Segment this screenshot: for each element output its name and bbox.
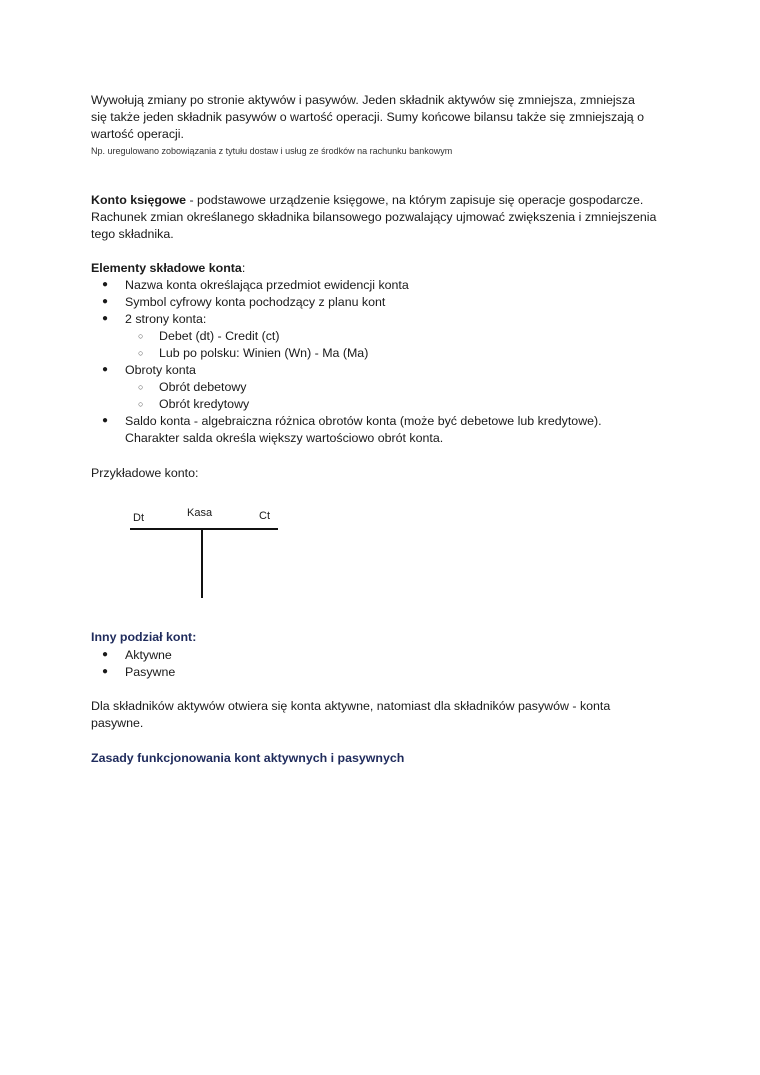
list-item: Nazwa konta określająca przedmiot ewidencji konta — [125, 278, 409, 292]
account-name: Kasa — [187, 507, 213, 519]
t-account-horizontal-line — [130, 528, 278, 530]
list-item: Saldo konta - algebraiczna różnica obrotów konta (może być debetowe lub kredytowe). — [125, 414, 602, 428]
paragraph-line: pasywne. — [91, 716, 144, 730]
definition-line: tego składnika. — [91, 227, 174, 241]
list-item-continuation: Charakter salda określa większy wartościowo obrót konta. — [125, 431, 444, 445]
circle-bullet-icon: ○ — [138, 382, 144, 392]
definition-line: Rachunek zmian określanego składnika bilansowego pozwalający ujmować zwiększenia i zmniejszenia — [91, 210, 657, 224]
definition-text: - podstawowe urządzenie księgowe, na którym zapisuje się operacje gospodarcze. — [186, 193, 644, 207]
circle-bullet-icon: ○ — [138, 399, 144, 409]
paragraph-line: Dla składników aktywów otwiera się konta aktywne, natomiast dla składników pasywów - konta — [91, 699, 611, 713]
debit-label: Dt — [133, 512, 144, 524]
section-heading: Inny podział kont: — [91, 630, 197, 644]
paragraph-line: wartość operacji. — [91, 127, 184, 141]
sub-list-item: Debet (dt) - Credit (ct) — [159, 329, 280, 343]
definition-line — [91, 192, 643, 208]
paragraph-line: Wywołują zmiany po stronie aktywów i pasywów. Jeden składnik aktywów się zmniejsza, zmniejsza — [91, 93, 635, 107]
list-item: 2 strony konta: — [125, 312, 207, 326]
bullet-icon: ● — [102, 364, 109, 375]
bullet-icon: ● — [102, 415, 109, 426]
list-item: Symbol cyfrowy konta pochodzący z planu kont — [125, 295, 386, 309]
circle-bullet-icon: ○ — [138, 331, 144, 341]
list-item: Obroty konta — [125, 363, 196, 377]
section-heading: Zasady funkcjonowania kont aktywnych i pasywnych — [91, 751, 405, 765]
colon: : — [241, 261, 246, 275]
circle-bullet-icon: ○ — [138, 348, 144, 358]
sub-list-item: Obrót debetowy — [159, 380, 247, 394]
term: Konto księgowe — [91, 193, 187, 207]
example-note: Np. uregulowano zobowiązania z tytułu dostaw i usług ze środków na rachunku bankowym — [91, 146, 453, 156]
heading-text: Elementy składowe konta — [91, 261, 242, 275]
bullet-icon: ● — [102, 296, 109, 307]
bullet-icon: ● — [102, 666, 109, 677]
example-label: Przykładowe konto: — [91, 466, 199, 480]
list-item: Aktywne — [125, 648, 172, 662]
section-heading — [91, 260, 245, 276]
bullet-icon: ● — [102, 649, 109, 660]
credit-label: Ct — [259, 510, 270, 522]
t-account-vertical-line — [201, 529, 203, 598]
bullet-icon: ● — [102, 313, 109, 324]
list-item: Pasywne — [125, 665, 176, 679]
sub-list-item: Obrót kredytowy — [159, 397, 250, 411]
bullet-icon: ● — [102, 279, 109, 290]
sub-list-item: Lub po polsku: Winien (Wn) - Ma (Ma) — [159, 346, 369, 360]
paragraph-line: się także jeden składnik pasywów o wartość operacji. Sumy końcowe bilansu także się zmniejszają o — [91, 110, 645, 124]
